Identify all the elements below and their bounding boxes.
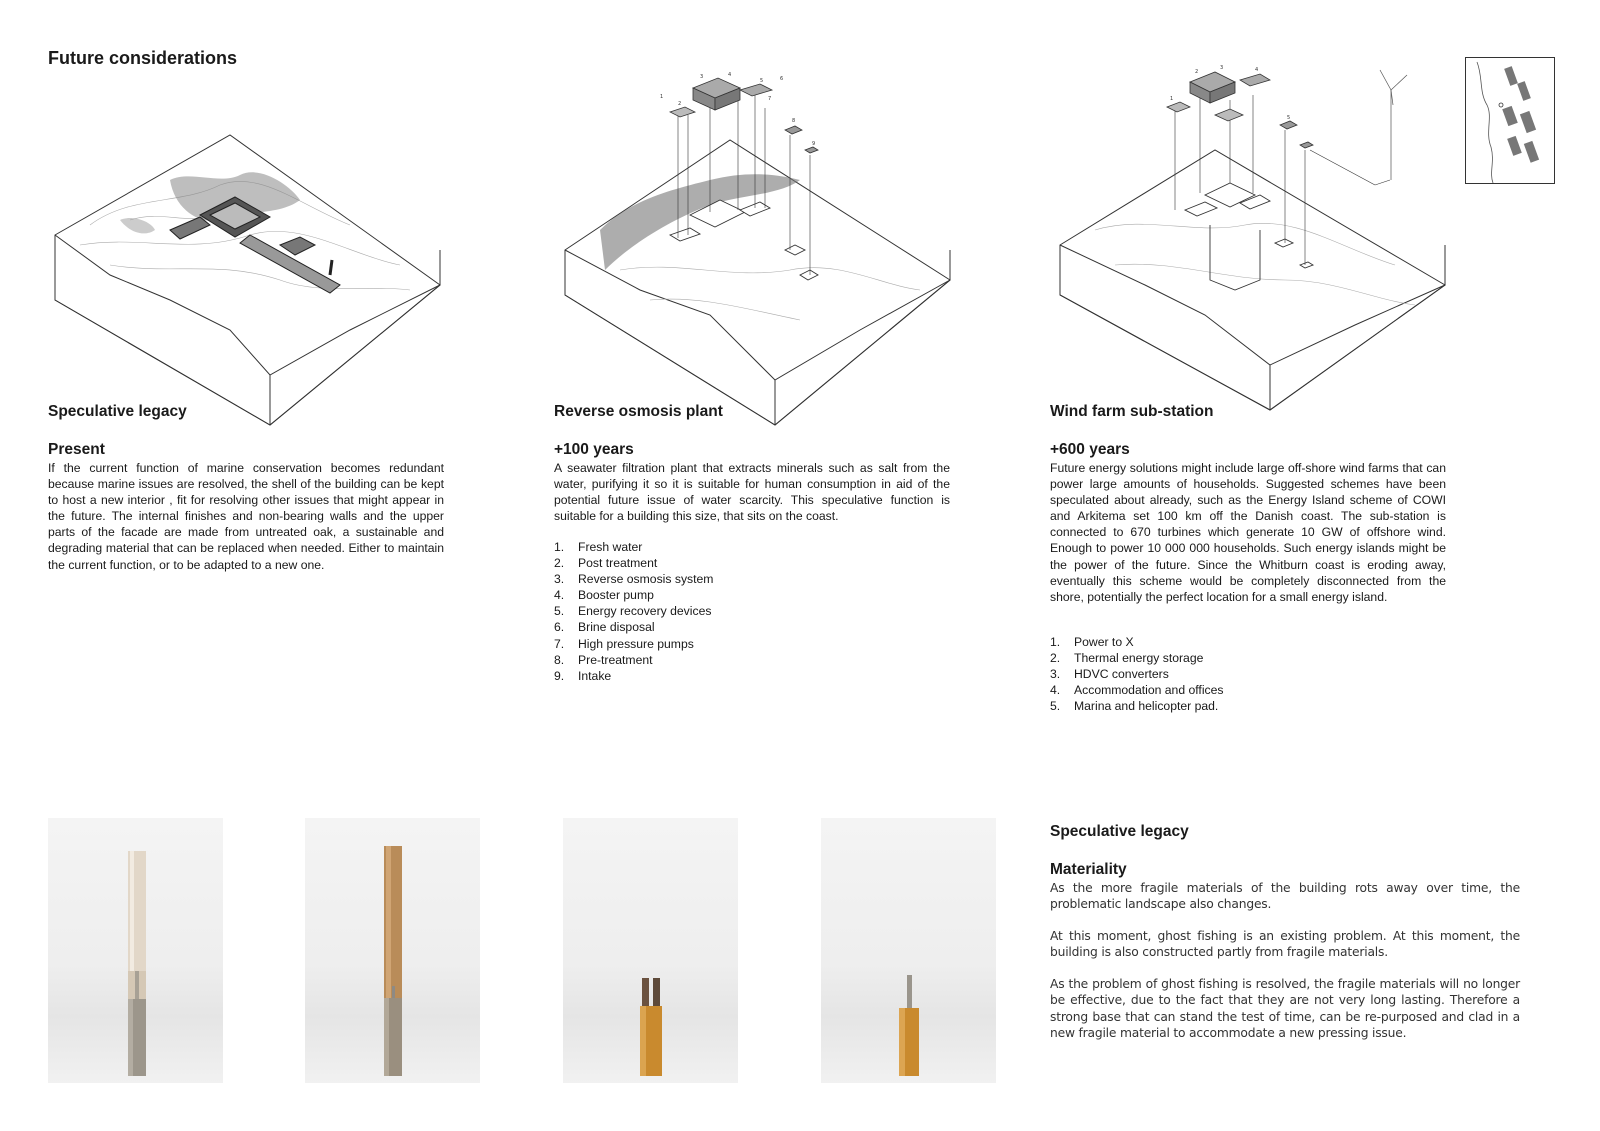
osmosis-label-1: 1 bbox=[660, 94, 664, 100]
list-item: 4. Accommodation and offices bbox=[1050, 683, 1224, 698]
model-photo-2 bbox=[305, 818, 480, 1083]
windfarm-text: Future energy solutions might include large off-shore wind farms that can power large amounts of households. Suggested schemes have been speculated about already, such as the Energy Island scheme of COWI and Arkitema set 100 km off the Danish coast. The sub-station is connected to 670 turbines which generate 10 GW of offshore wind. Enough to power 10 000 000 households. Such energy islands might be the power of the future. Since the Whitburn coast is eroding away, eventually this scheme would be completely disconnected from the shore, potentially the perfect location for a small energy island. bbox=[1050, 461, 1446, 604]
materiality-heading: Speculative legacy bbox=[1050, 823, 1189, 840]
list-item: 2. Thermal energy storage bbox=[1050, 651, 1204, 666]
osmosis-text: A seawater filtration plant that extracts minerals such as salt from the water, purifying it so it is suitable for human consumption in aid of the potential future issue of water scarcity. This speculative function is suitable for a building this size, that sits on the coast. bbox=[554, 461, 950, 524]
windfarm-heading: Wind farm sub-station bbox=[1050, 403, 1214, 420]
model-photo-4 bbox=[821, 818, 996, 1083]
osmosis-label-4: 4 bbox=[728, 72, 732, 78]
list-item: 3. Reverse osmosis system bbox=[554, 572, 714, 587]
materiality-text bbox=[1050, 880, 1520, 1057]
present-site-axonometric bbox=[50, 125, 460, 435]
list-item: 2. Post treatment bbox=[554, 556, 658, 571]
materiality-subheading: Materiality bbox=[1050, 861, 1127, 878]
osmosis-label-8: 8 bbox=[792, 118, 796, 124]
osmosis-heading: Reverse osmosis plant bbox=[554, 403, 723, 420]
list-item: 4. Booster pump bbox=[554, 588, 654, 603]
windfarm-list bbox=[1050, 634, 1350, 714]
osmosis-label-6: 6 bbox=[780, 76, 784, 82]
model-photo-3 bbox=[563, 818, 738, 1083]
materiality-paragraph-1: As the more fragile materials of the building rots away over time, the problematic landscape also changes. bbox=[1050, 881, 1520, 912]
windfarm-axonometric bbox=[1055, 65, 1475, 435]
present-subheading: Present bbox=[48, 441, 105, 458]
list-item: 1. Power to X bbox=[1050, 635, 1134, 649]
osmosis-label-5: 5 bbox=[760, 78, 764, 84]
windfarm-subheading: +600 years bbox=[1050, 441, 1130, 458]
list-item: 3. HDVC converters bbox=[1050, 667, 1169, 682]
list-item: 8. Pre-treatment bbox=[554, 652, 653, 667]
wind-label-4: 4 bbox=[1255, 67, 1259, 73]
present-heading: Speculative legacy bbox=[48, 403, 187, 420]
list-item: 5. Marina and helicopter pad. bbox=[1050, 699, 1219, 714]
osmosis-list bbox=[554, 539, 854, 684]
materiality-paragraph-3: As the problem of ghost fishing is resolved, the fragile materials will no longer be effective, due to the fact that they are not very long lasting. Therefore a strong base that can stand the test of time, can be re-purposed and clad in a new fragile material to accommodate a new pressing issue. bbox=[1050, 977, 1520, 1040]
osmosis-axonometric bbox=[560, 70, 970, 440]
present-text: If the current function of marine conservation becomes redundant because marine issues are resolved, the shell of the building can be kept to host a new interior , fit for resolving other issues that might appear in the future. The internal finishes and non-bearing walls and the upper parts of the facade are made from untreated oak, a sustainable and degrading material that can be replaced when needed. Either to maintain the current function, or to be adapted to a new one. bbox=[48, 461, 444, 572]
location-map bbox=[1465, 57, 1555, 184]
wind-label-3: 3 bbox=[1220, 65, 1224, 71]
wind-label-5: 5 bbox=[1287, 115, 1291, 121]
osmosis-label-2: 2 bbox=[678, 101, 682, 107]
model-photo-1 bbox=[48, 818, 223, 1083]
osmosis-label-9: 9 bbox=[812, 141, 816, 147]
page-title: Future considerations bbox=[48, 48, 238, 68]
wind-label-1: 1 bbox=[1170, 96, 1174, 102]
osmosis-label-7: 7 bbox=[768, 96, 772, 102]
materiality-paragraph-2: At this moment, ghost fishing is an existing problem. At this moment, the building is also constructed partly from fragile materials. bbox=[1050, 929, 1520, 960]
osmosis-subheading: +100 years bbox=[554, 441, 634, 458]
list-item: 7. High pressure pumps bbox=[554, 636, 694, 651]
osmosis-label-3: 3 bbox=[700, 74, 704, 80]
list-item: 9. Intake bbox=[554, 668, 612, 683]
list-item: 6. Brine disposal bbox=[554, 620, 655, 635]
wind-label-2: 2 bbox=[1195, 69, 1199, 75]
list-item: 1. Fresh water bbox=[554, 540, 643, 554]
list-item: 5. Energy recovery devices bbox=[554, 604, 712, 619]
